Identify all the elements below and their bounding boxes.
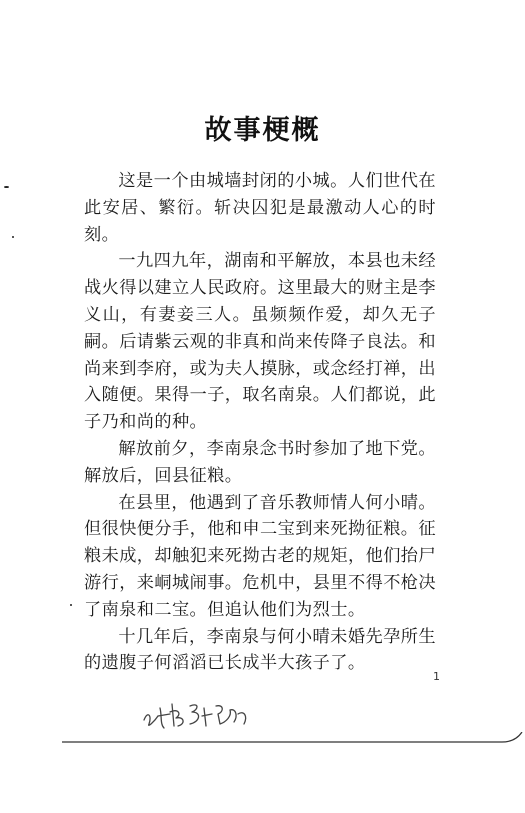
paragraph: 解放前夕，李南泉念书时参加了地下党。解放后，回县征粮。 bbox=[84, 438, 436, 486]
paragraph: 十几年后，李南泉与何小晴未婚先孕所生的遗腹子何滔滔已长成半大孩子了。 bbox=[84, 626, 436, 674]
page-title: 故事梗概 bbox=[204, 115, 321, 146]
paragraph: 一九四九年，湖南和平解放，本县也未经战火得以建立人民政府。这里最大的财主是李义山，有妻妾三人。虽频频作爱，却久无子嗣。后请紫云观的非真和尚来传降子良法。和尚来到李府，或为夫人摸脉，或念经打禅，出入随便。果得一子，取名南泉。人们都说，此子乃和尚的种。 bbox=[84, 251, 436, 433]
bottom-rule bbox=[62, 732, 524, 748]
scan-speck bbox=[70, 604, 72, 606]
scan-speck bbox=[4, 186, 9, 188]
paragraph: 这是一个由城墙封闭的小城。人们世代在此安居、繁衍。斩决囚犯是最激动人心的时刻。 bbox=[84, 171, 436, 245]
paragraph: 在县里，他遇到了音乐教师情人何小晴。但很快便分手，他和申二宝到来死拗征粮。征粮未成，却触犯来死拗古老的规矩，他们抬尸游行，来峒城闹事。危机中，县里不得不枪决了南泉和二宝。但追认他们为烈士。 bbox=[84, 492, 436, 620]
synopsis-body bbox=[84, 168, 436, 677]
handwritten-signature bbox=[140, 686, 255, 732]
scan-speck bbox=[12, 236, 14, 238]
page-number: 1 bbox=[433, 670, 440, 683]
